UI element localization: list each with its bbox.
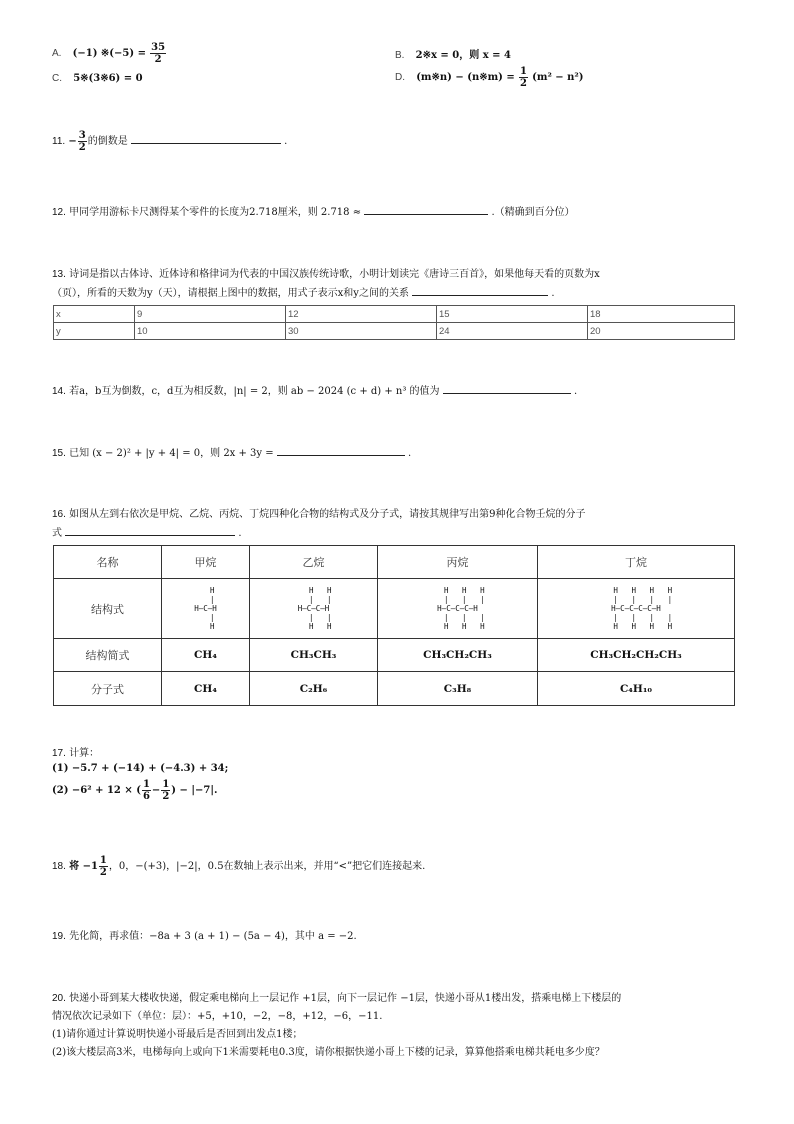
- q18-fraction: $\frac{1}{2}$: [99, 855, 107, 878]
- table-header-cell: 乙烷: [250, 546, 378, 579]
- q11-number: 11.: [52, 136, 66, 147]
- methane-structure: H | H—C—H | H: [194, 585, 217, 631]
- q17-part2: [52, 779, 217, 802]
- q15-text: 已知 (x − 2)² + |y + 4| = 0，则 2x + 3y =: [69, 448, 274, 459]
- q18-text: ，0，−(+3)，|−2|，0.5在数轴上表示出来，并用“<”把它们连接起来.: [108, 861, 426, 872]
- table-cell: 30: [286, 323, 437, 340]
- option-b-label: B.: [395, 50, 405, 61]
- q14-number: 14.: [52, 386, 66, 397]
- q16-formula-row: [54, 672, 735, 706]
- option-d: [395, 66, 584, 89]
- q13-number: 13.: [52, 269, 66, 280]
- table-cell: C₃H₈: [378, 672, 538, 706]
- q17-fraction-a: $\frac{1}{6}$: [142, 779, 150, 802]
- q20-number: 20.: [52, 993, 66, 1004]
- question-12: [52, 203, 575, 218]
- q13-row-y: [54, 323, 735, 340]
- row-label: 分子式: [54, 672, 162, 706]
- q12-end: .（精确到百分位）: [491, 207, 575, 218]
- table-cell: CH₄: [162, 672, 250, 706]
- q15-number: 15.: [52, 448, 66, 459]
- q14-text: 若a，b互为倒数，c，d互为相反数，|n| = 2，则 ab − 2024 (c + d) + n³ 的值为: [69, 386, 440, 397]
- q16-line2: 式: [52, 528, 62, 539]
- q17-part2-post: ) − |−7|.: [171, 785, 218, 796]
- ethane-structure: H H | | H—C—C—H | | H H: [297, 585, 332, 631]
- q11-end: .: [284, 136, 288, 147]
- q16-simple-row: [54, 639, 735, 672]
- q20-line2: 情况依次记录如下（单位：层）：+5，+10，−2，−8，+12，−6，−11.: [52, 1011, 383, 1022]
- question-18: [52, 855, 425, 878]
- q12-answer-blank[interactable]: [364, 214, 488, 215]
- q16-header-row: [54, 546, 735, 579]
- structure-cell: [378, 579, 538, 639]
- table-header-cell: 名称: [54, 546, 162, 579]
- table-cell: CH₃CH₂CH₃: [378, 639, 538, 672]
- question-17-title: [52, 744, 99, 759]
- q17-minus: −: [151, 785, 161, 796]
- option-d-tail: (m² − n²): [532, 72, 584, 83]
- question-13-line2: [52, 284, 555, 299]
- q16-answer-blank[interactable]: [65, 535, 235, 536]
- question-11: [52, 130, 287, 153]
- table-header-cell: 丙烷: [378, 546, 538, 579]
- q16-table: [53, 545, 735, 706]
- option-a-expr: (−1) ※(−5) =: [72, 48, 146, 59]
- q16-line1: 如图从左到右依次是甲烷、乙烷、丙烷、丁烷四种化合物的结构式及分子式，请按其规律写出第9种化合物壬烷的分子: [69, 509, 586, 520]
- option-b-expr: 2※x = 0，则 x = 4: [415, 50, 511, 61]
- table-cell: CH₃CH₃: [250, 639, 378, 672]
- table-cell: y: [54, 323, 135, 340]
- butane-structure: H H H H | | | | H—C—C—C—C—H | | | | H H H H: [611, 585, 673, 631]
- q15-end: .: [408, 448, 412, 459]
- q17-part2-pre: (2) −6² + 12 × (: [52, 785, 141, 796]
- q20-line3: (1)请你通过计算说明快递小哥最后是否回到出发点1楼；: [52, 1029, 303, 1040]
- question-19: [52, 927, 357, 942]
- q13-line2: （页），所看的天数为y（天），请根据上图中的数据，用式子表示x和y之间的关系: [52, 288, 409, 299]
- q13-row-x: [54, 306, 735, 323]
- q18-pre: 将 −1: [69, 861, 98, 872]
- option-a-label: A.: [52, 48, 62, 59]
- table-header-cell: 甲烷: [162, 546, 250, 579]
- option-c: [52, 73, 143, 84]
- q11-fraction: $\frac{3}{2}$: [78, 130, 86, 153]
- option-c-label: C.: [52, 73, 62, 84]
- q17-fraction-b: $\frac{1}{2}$: [162, 779, 170, 802]
- table-cell: C₄H₁₀: [538, 672, 735, 706]
- question-14: [52, 382, 577, 397]
- q17-title: 计算：: [69, 748, 100, 759]
- row-label: 结构式: [54, 579, 162, 639]
- table-cell: 20: [588, 323, 735, 340]
- q17-part1: (1) −5.7 + (−14) + (−4.3) + 34;: [52, 763, 229, 774]
- question-16-line2: [52, 524, 242, 539]
- q13-line1: 诗词是指以古体诗、近体诗和格律词为代表的中国汉族传统诗歌，小明计划读完《唐诗三百首》，如果他每天看的页数为x: [69, 269, 600, 280]
- q16-end: .: [238, 528, 242, 539]
- option-d-expr: (m※n) − (n※m) =: [416, 72, 515, 83]
- question-16-line1: [52, 505, 585, 520]
- table-cell: CH₃CH₂CH₂CH₃: [538, 639, 735, 672]
- q11-answer-blank[interactable]: [131, 143, 281, 144]
- table-cell: 10: [135, 323, 286, 340]
- q15-answer-blank[interactable]: [277, 455, 405, 456]
- table-header-cell: 丁烷: [538, 546, 735, 579]
- q13-end: .: [551, 288, 555, 299]
- q14-answer-blank[interactable]: [443, 393, 571, 394]
- q12-text: 甲同学用游标卡尺测得某个零件的长度为2.718厘米，则 2.718 ≈: [69, 207, 362, 218]
- option-d-fraction: $\frac{1}{2}$: [519, 66, 527, 89]
- q18-number: 18.: [52, 861, 66, 872]
- q14-end: .: [573, 386, 578, 397]
- structure-cell: [250, 579, 378, 639]
- table-cell: C₂H₆: [250, 672, 378, 706]
- q13-answer-blank[interactable]: [412, 295, 548, 296]
- q20-line1: 快递小哥到某大楼收快递，假定乘电梯向上一层记作 +1层，向下一层记作 −1层，快递小哥从1楼出发，搭乘电梯上下楼层的: [69, 993, 622, 1004]
- table-cell: 24: [437, 323, 588, 340]
- q11-text: 的倒数是: [87, 136, 128, 147]
- table-cell: CH₄: [162, 639, 250, 672]
- table-cell: 9: [135, 306, 286, 323]
- q19-text: 先化简，再求值：−8a + 3 (a + 1) − (5a − 4)，其中 a = −2.: [69, 931, 357, 942]
- structure-cell: [538, 579, 735, 639]
- option-a: [52, 42, 167, 65]
- q16-number: 16.: [52, 509, 66, 520]
- question-15: [52, 444, 411, 459]
- propane-structure: H H H | | | H—C—C—C—H | | | H H H: [437, 585, 485, 631]
- question-13-line1: [52, 265, 600, 280]
- row-label: 结构简式: [54, 639, 162, 672]
- table-cell: 15: [437, 306, 588, 323]
- q16-struct-row: [54, 579, 735, 639]
- option-c-expr: 5※(3※6) = 0: [73, 73, 143, 84]
- q11-prefix: −: [68, 136, 77, 147]
- option-a-fraction: $\frac{35}{2}$: [151, 42, 166, 65]
- table-cell: 12: [286, 306, 437, 323]
- q12-number: 12.: [52, 207, 66, 218]
- question-20-line1: [52, 989, 621, 1004]
- q17-number: 17.: [52, 748, 66, 759]
- q13-table: [53, 305, 735, 340]
- table-cell: 18: [588, 306, 735, 323]
- option-d-label: D.: [395, 72, 405, 83]
- table-cell: x: [54, 306, 135, 323]
- q20-line4: (2)该大楼层高3米，电梯每向上或向下1米需要耗电0.3度，请你根据快递小哥上下楼的记录，算算他搭乘电梯共耗电多少度？: [52, 1047, 605, 1058]
- q19-number: 19.: [52, 931, 66, 942]
- structure-cell: [162, 579, 250, 639]
- option-b: [395, 46, 511, 61]
